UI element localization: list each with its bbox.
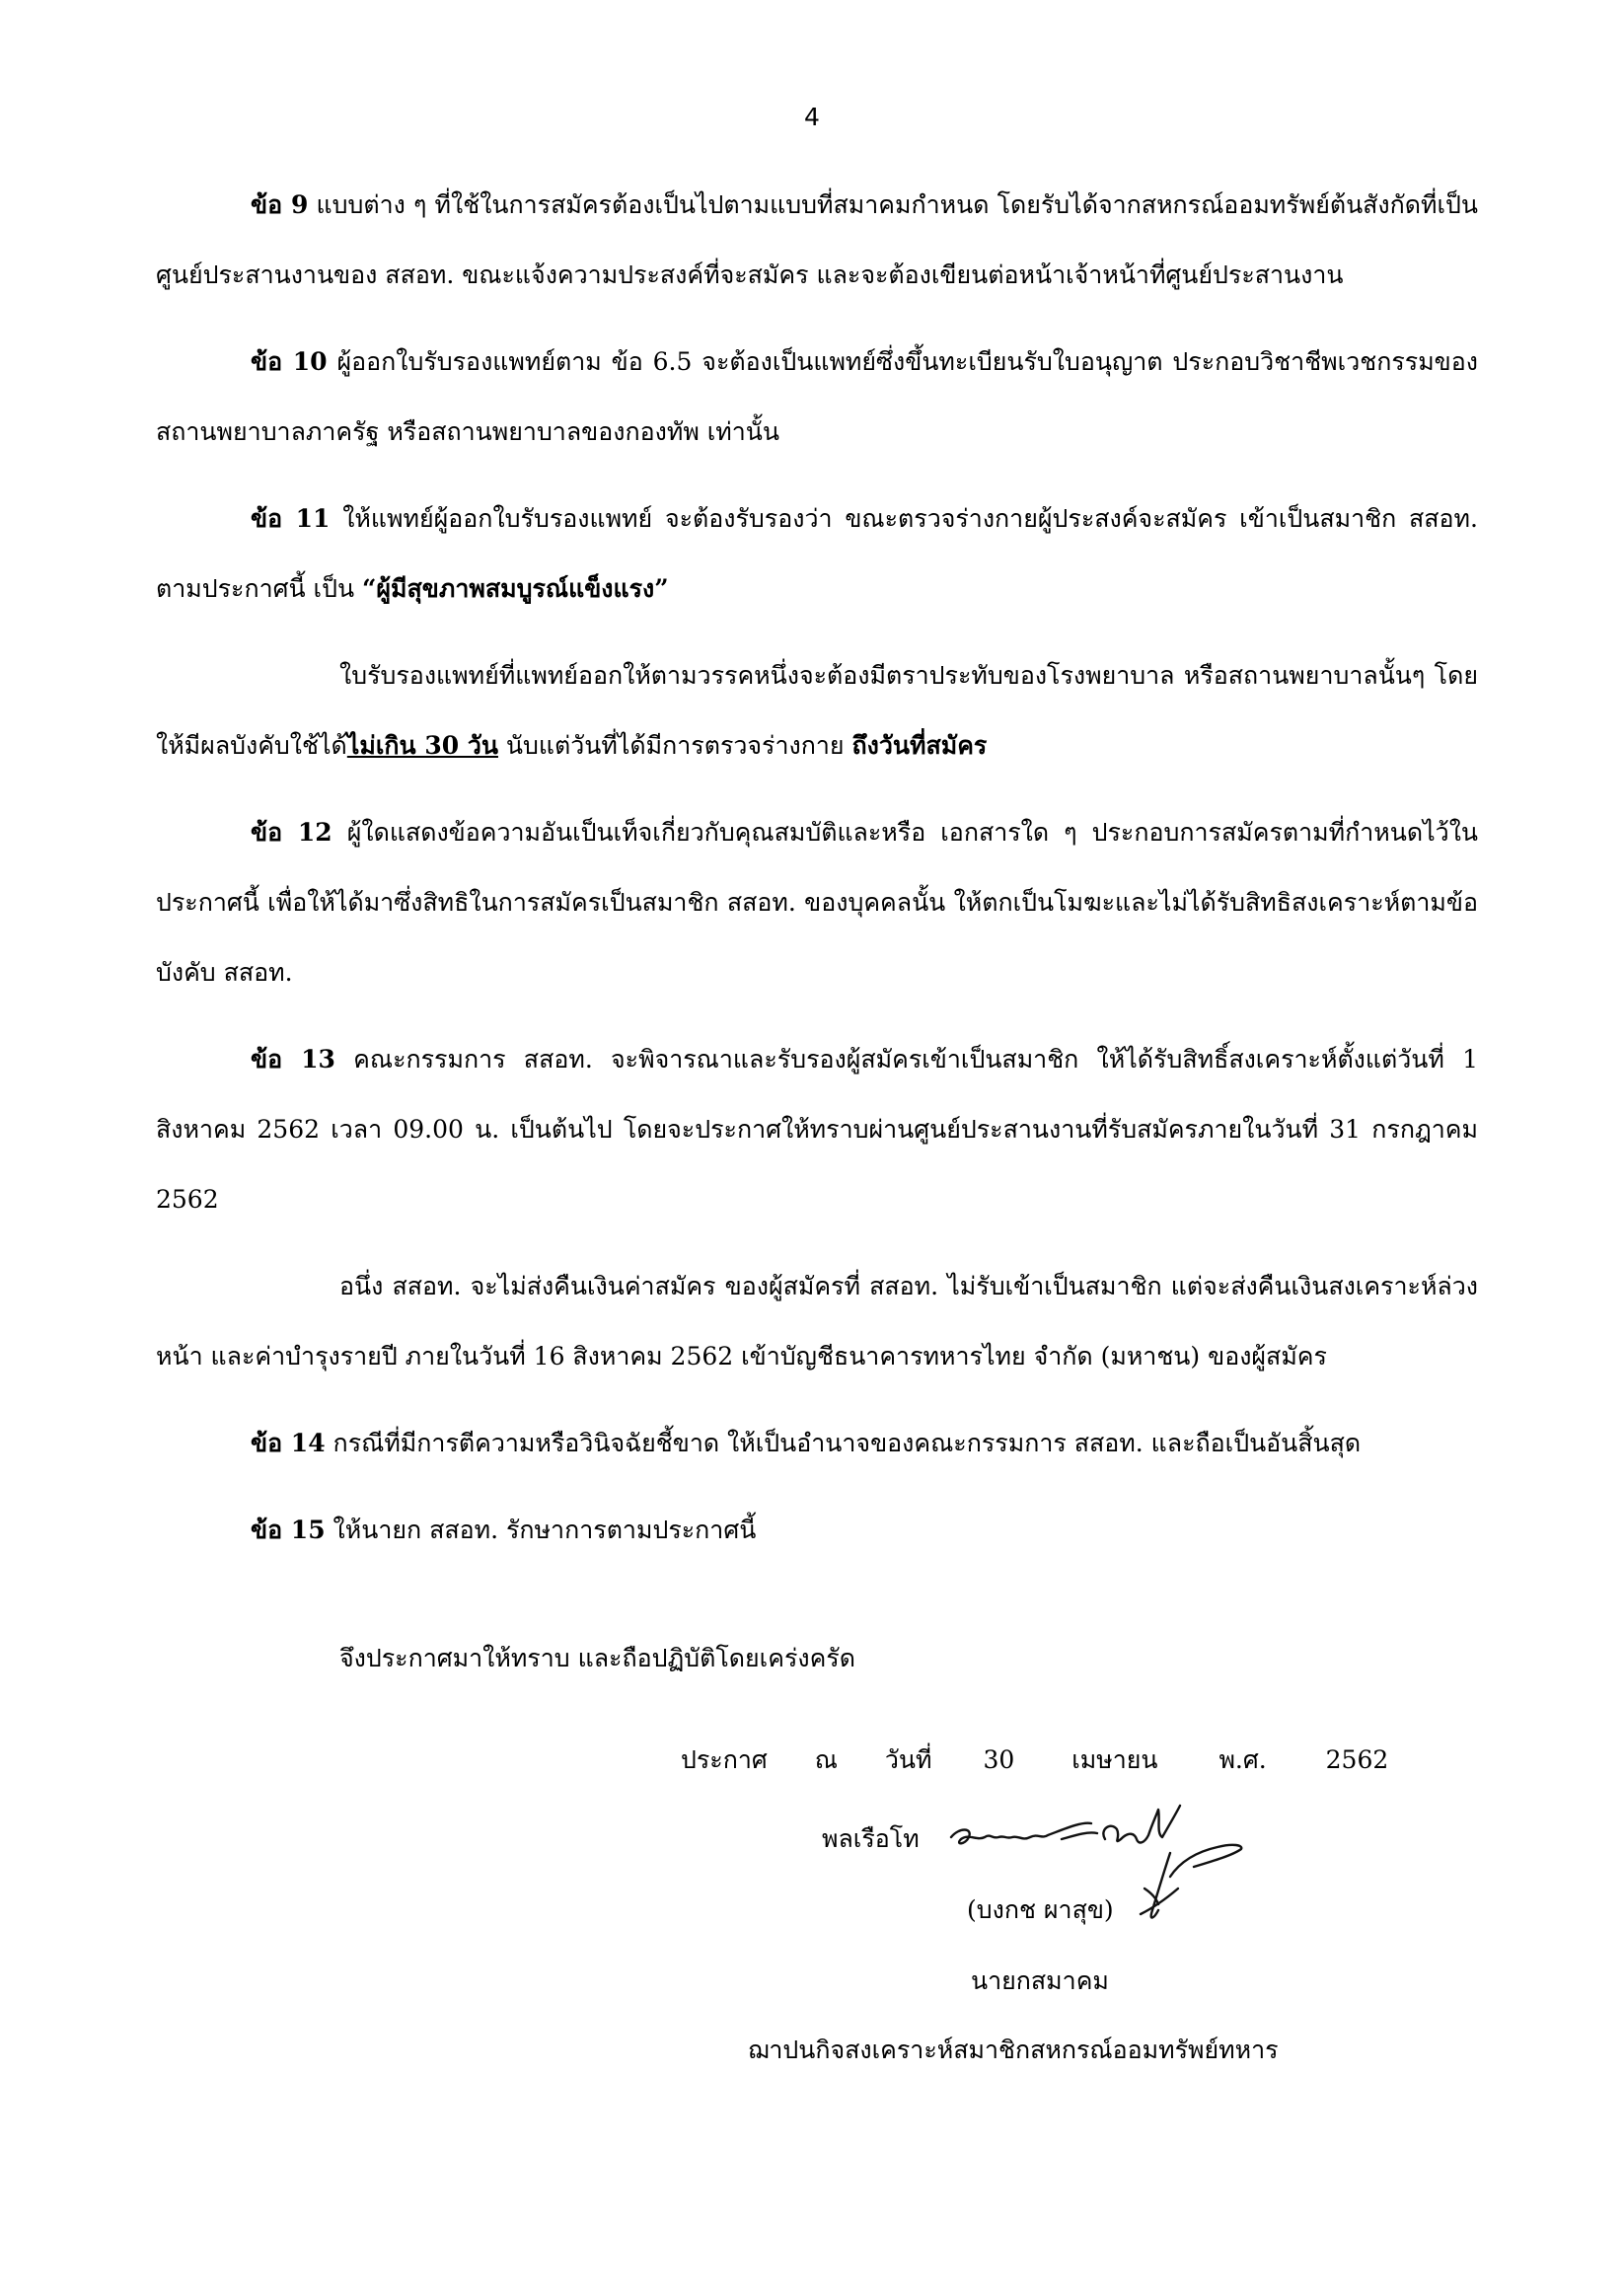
date-year: 2562 (1325, 1745, 1389, 1774)
clause-12-label: ข้อ 12 (251, 818, 332, 847)
clause-15-label: ข้อ 15 (251, 1516, 326, 1544)
clause-11-text: ให้แพทย์ผู้ออกใบรับรองแพทย์ จะต้องรับรองว่า ขณะตรวจร่างกายผู้ประสงค์จะสมัคร เข้าเป็นสมาชิก สสอท. ตามประกาศนี้ เป็น (156, 504, 1478, 603)
until-application-date: ถึงวันที่สมัคร (851, 731, 988, 760)
signatory-title: นายกสมาคม (971, 1966, 1109, 1995)
closing-statement: จึงประกาศมาให้ทราบ และถือปฏิบัติโดยเคร่งครัด (339, 1644, 855, 1672)
clause-11-label: ข้อ 11 (251, 504, 331, 533)
clause-13-paragraph-2-text: อนึ่ง สสอท. จะไม่ส่งคืนเงินค่าสมัคร ของผู้สมัครที่ สสอท. ไม่รับเข้าเป็นสมาชิก แต่จะส่งคืนเงินสงเคราะห์ล่วงหน้า และค่าบำรุงรายปี ภายในวันที่ 16 สิงหาคม 2562 เข้าบัญชีธนาคารทหารไทย จำกัด (มหาชน) ของผู้สมัคร (156, 1272, 1478, 1370)
clause-15-text: ให้นายก สสอท. รักษาการตามประกาศนี้ (325, 1516, 757, 1544)
clause-9-text: แบบต่าง ๆ ที่ใช้ในการสมัครต้องเป็นไปตามแบบที่สมาคมกำหนด โดยรับได้จากสหกรณ์ออมทรัพย์ต้นสังกัดที่เป็นศูนย์ประสานงานของ สสอท. ขณะแจ้งความประสงค์ที่จะสมัคร และจะต้องเขียนต่อหน้าเจ้าหน้าที่ศูนย์ประสานงาน (156, 190, 1478, 289)
date-prefix: ประกาศ (681, 1745, 768, 1774)
date-month: เมษายน (1071, 1745, 1158, 1774)
clause-14-label: ข้อ 14 (251, 1429, 326, 1457)
signatory-name: (บงกช ผาสุข) (967, 1895, 1114, 1924)
clause-11-emphasis: “ผู้มีสุขภาพสมบูรณ์แข็งแรง” (362, 574, 669, 603)
clause-14-text: กรณีที่มีการตีความหรือวินิจฉัยชี้ขาด ให้เป็นอำนาจของคณะกรรมการ สสอท. และถือเป็นอันสิ้นสุด (325, 1429, 1362, 1457)
clause-10-label: ข้อ 10 (251, 347, 328, 376)
signatory-organization: ฌาปนกิจสงเคราะห์สมาชิกสหกรณ์ออมทรัพย์ทหาร (748, 2036, 1279, 2064)
clause-11-paragraph-2-text-b: นับแต่วันที่ได้มีการตรวจร่างกาย (497, 731, 852, 760)
date-day-label: วันที่ (884, 1745, 932, 1774)
page-number: 4 (804, 103, 820, 131)
announcement-date (681, 1741, 1388, 1780)
clause-11-paragraph-2-text-a: ใบรับรองแพทย์ที่แพทย์ออกให้ตามวรรคหนึ่งจะต้องมีตราประทับของโรงพยาบาล หรือสถานพยาบาลนั้นๆ โดยให้มีผลบังคับใช้ได้ (156, 661, 1478, 760)
handwritten-signature (947, 1794, 1263, 1962)
clause-13-label: ข้อ 13 (251, 1045, 335, 1074)
clause-12-text: ผู้ใดแสดงข้อความอันเป็นเท็จเกี่ยวกับคุณสมบัติและหรือ เอกสารใด ๆ ประกอบการสมัครตามที่กำหนดไว้ในประกาศนี้ เพื่อให้ได้มาซึ่งสิทธิในการสมัครเป็นสมาชิก สสอท. ของบุคคลนั้น ให้ตกเป็นโมฆะและไม่ได้รับสิทธิสงเคราะห์ตามข้อบังคับ สสอท. (156, 818, 1478, 987)
clause-9-label: ข้อ 9 (251, 190, 309, 219)
clause-10-text: ผู้ออกใบรับรองแพทย์ตาม ข้อ 6.5 จะต้องเป็นแพทย์ซึ่งขึ้นทะเบียนรับใบอนุญาต ประกอบวิชาชีพเวชกรรมของสถานพยาบาลภาครัฐ หรือสถานพยาบาลของกองทัพ เท่านั้น (156, 347, 1478, 446)
signatory-rank: พลเรือโท (822, 1824, 920, 1853)
date-era: พ.ศ. (1218, 1745, 1267, 1774)
validity-period: ไม่เกิน 30 วัน (346, 731, 498, 760)
date-at: ณ (814, 1745, 838, 1774)
clause-13-text: คณะกรรมการ สสอท. จะพิจารณาและรับรองผู้สมัครเข้าเป็นสมาชิก ให้ได้รับสิทธิ์สงเคราะห์ตั้งแต่วันที่ 1 สิงหาคม 2562 เวลา 09.00 น. เป็นต้นไป โดยจะประกาศให้ทราบผ่านศูนย์ประสานงานที่รับสมัครภายในวันที่ 31 กรกฎาคม 2562 (156, 1045, 1478, 1214)
date-day: 30 (983, 1745, 1015, 1774)
